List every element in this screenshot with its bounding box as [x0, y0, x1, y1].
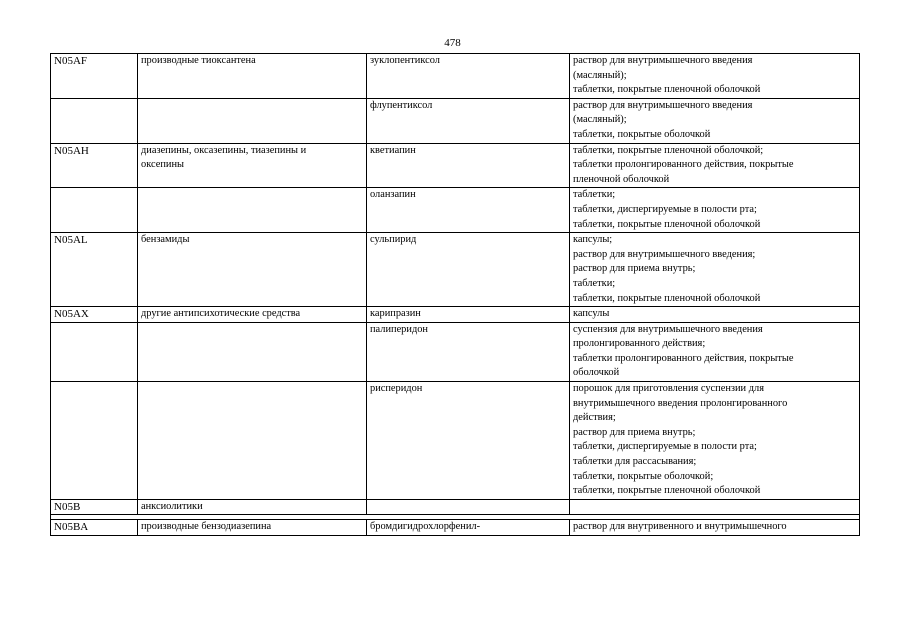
atc-group-line: производные тиоксантена — [141, 55, 256, 66]
dosage-forms — [570, 54, 860, 99]
atc-group — [138, 499, 367, 515]
dosage-forms-line: таблетки, покрытые пленочной оболочкой — [573, 84, 761, 96]
atc-group — [138, 520, 367, 536]
dosage-forms-line: внутримышечного введения пролонгированного — [573, 397, 788, 409]
dosage-forms-line: пролонгированного действия; — [573, 338, 706, 350]
page-number: 478 — [444, 37, 461, 49]
atc-code — [51, 499, 138, 515]
atc-code-line: N05BA — [54, 521, 89, 534]
dosage-forms-line: таблетки, покрытые пленочной оболочкой; — [573, 144, 764, 156]
dosage-forms-line: капсулы — [573, 308, 610, 320]
dosage-forms-line: таблетки, диспергируемые в полости рта; — [573, 203, 757, 215]
atc-group — [138, 233, 367, 307]
atc-code — [51, 382, 138, 500]
atc-code-line: N05B — [54, 500, 81, 513]
atc-group — [138, 322, 367, 381]
dosage-forms-line: таблетки для рассасывания; — [573, 456, 697, 468]
atc-code-line: N05AX — [54, 308, 89, 321]
drug-name — [367, 499, 570, 515]
drug-name-line: кветиапин — [370, 144, 416, 156]
table-row — [51, 382, 860, 500]
atc-group — [138, 54, 367, 99]
atc-group — [138, 307, 367, 323]
table-row — [51, 520, 860, 536]
dosage-forms-line: таблетки пролонгированного действия, покрытые — [573, 352, 794, 364]
drug-table — [50, 53, 860, 536]
atc-code — [51, 307, 138, 323]
atc-code-line: N05AF — [54, 55, 88, 67]
drug-name — [367, 382, 570, 500]
table-row — [51, 233, 860, 307]
table-row — [51, 307, 860, 323]
drug-name — [367, 54, 570, 99]
dosage-forms-line: таблетки; — [573, 277, 616, 289]
atc-code — [51, 322, 138, 381]
dosage-forms-line: действия; — [573, 412, 616, 424]
dosage-forms-line: таблетки, диспергируемые в полости рта; — [573, 441, 757, 453]
atc-code — [51, 98, 138, 143]
dosage-forms-line: таблетки, покрытые оболочкой; — [573, 470, 714, 482]
dosage-forms — [570, 98, 860, 143]
drug-name-line: зуклопентиксол — [370, 55, 440, 66]
atc-code-line: N05AH — [54, 144, 89, 157]
drug-table-body — [51, 54, 860, 536]
dosage-forms-line: раствор для внутримышечного введения — [573, 55, 753, 66]
drug-name-line: бромдигидрохлорфенил- — [370, 521, 481, 533]
drug-name — [367, 307, 570, 323]
dosage-forms-line: порошок для приготовления суспензии для — [573, 383, 764, 395]
drug-name-line: флупентиксол — [370, 99, 433, 111]
dosage-forms-line: раствор для приема внутрь; — [573, 426, 696, 438]
dosage-forms-line: таблетки, покрытые пленочной оболочкой — [573, 485, 761, 497]
atc-group-line: оксепины — [141, 159, 184, 171]
dosage-forms-line: таблетки пролонгированного действия, покрытые — [573, 159, 794, 171]
drug-name — [367, 98, 570, 143]
table-row — [51, 98, 860, 143]
drug-name — [367, 520, 570, 536]
dosage-forms-line: таблетки; — [573, 189, 616, 201]
atc-group — [138, 98, 367, 143]
atc-group-line: диазепины, оксазепины, тиазепины и — [141, 144, 307, 156]
atc-group-line: производные бензодиазепина — [141, 521, 272, 533]
dosage-forms-line: суспензия для внутримышечного введения — [573, 323, 763, 335]
dosage-forms-line: раствор для внутривенного и внутримышечного — [573, 521, 787, 533]
drug-name — [367, 322, 570, 381]
table-row — [51, 322, 860, 381]
drug-name-line: сульпирид — [370, 234, 417, 246]
drug-name — [367, 188, 570, 233]
dosage-forms-line: (масляный); — [573, 69, 627, 81]
dosage-forms-line: таблетки, покрытые пленочной оболочкой — [573, 292, 761, 304]
atc-code — [51, 143, 138, 188]
drug-name-line: карипразин — [370, 308, 421, 320]
table-row — [51, 188, 860, 233]
dosage-forms-line: таблетки, покрытые оболочкой — [573, 128, 711, 140]
table-row — [51, 143, 860, 188]
atc-group — [138, 188, 367, 233]
dosage-forms — [570, 499, 860, 515]
atc-code — [51, 233, 138, 307]
dosage-forms-line: оболочкой — [573, 367, 620, 379]
dosage-forms — [570, 188, 860, 233]
dosage-forms — [570, 307, 860, 323]
drug-name — [367, 143, 570, 188]
dosage-forms-line: раствор для приема внутрь; — [573, 263, 696, 275]
dosage-forms — [570, 520, 860, 536]
drug-name-line: оланзапин — [370, 189, 416, 201]
dosage-forms-line: раствор для внутримышечного введения — [573, 99, 753, 111]
dosage-forms-line: таблетки, покрытые пленочной оболочкой — [573, 218, 761, 230]
atc-group — [138, 382, 367, 500]
atc-group — [138, 143, 367, 188]
atc-code — [51, 188, 138, 233]
atc-code-line: N05AL — [54, 234, 88, 247]
drug-name — [367, 233, 570, 307]
dosage-forms — [570, 322, 860, 381]
dosage-forms — [570, 233, 860, 307]
dosage-forms-line: капсулы; — [573, 234, 613, 246]
atc-group-line: анксиолитики — [141, 500, 203, 512]
drug-name-line: палиперидон — [370, 323, 428, 335]
dosage-forms-line: (масляный); — [573, 114, 627, 126]
dosage-forms-line: пленочной оболочкой — [573, 173, 670, 185]
dosage-forms — [570, 382, 860, 500]
atc-code — [51, 520, 138, 536]
dosage-forms-line: раствор для внутримышечного введения; — [573, 248, 756, 260]
drug-name-line: рисперидон — [370, 383, 423, 395]
table-row — [51, 54, 860, 99]
table-row — [51, 499, 860, 515]
atc-code — [51, 54, 138, 99]
dosage-forms — [570, 143, 860, 188]
atc-group-line: другие антипсихотические средства — [141, 308, 301, 320]
atc-group-line: бензамиды — [141, 234, 190, 246]
